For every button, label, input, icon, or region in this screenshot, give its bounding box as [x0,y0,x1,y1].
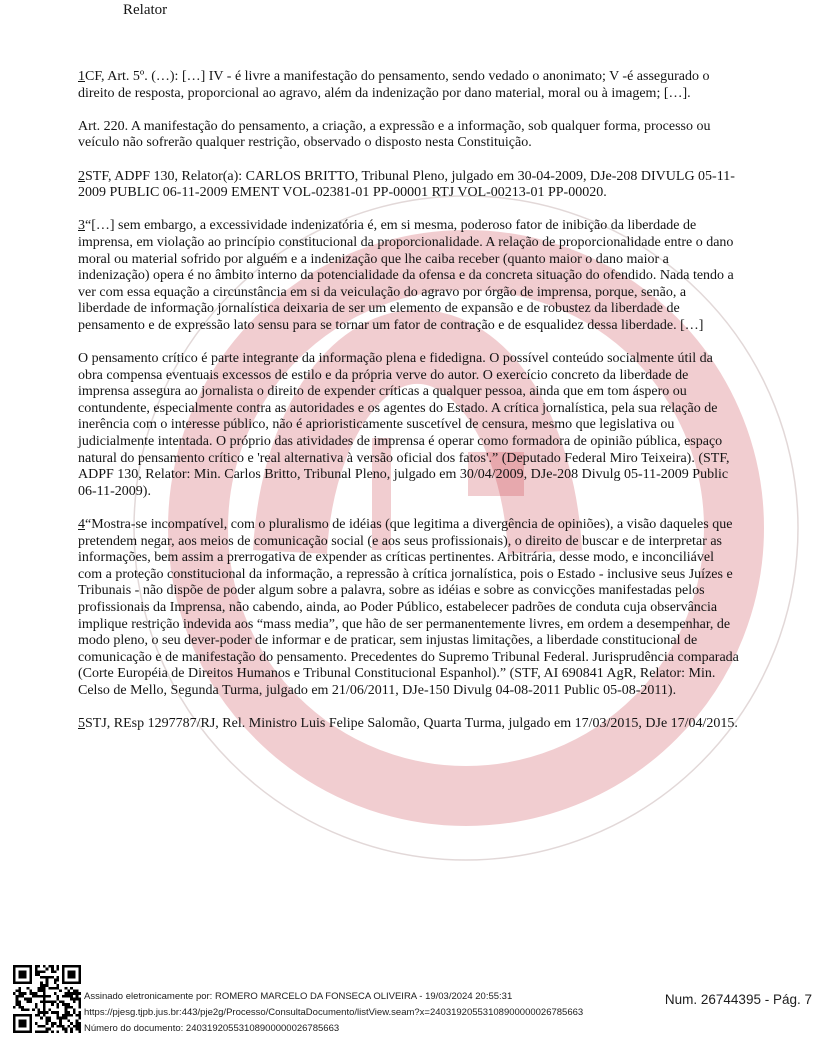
footnote-marker: 3 [78,218,85,234]
footnote-paragraph: 1CF, Art. 5º. (…): […] IV - é livre a manifestação do pensamento, sendo vedado o anonimato; V -é assegurado o direito de resposta, proporcional ao agravo, além da indenização por dano material, moral ou à imagem; […]. [78,69,710,101]
signature-line: Assinado eletronicamente por: ROMERO MARCELO DA FONSECA OLIVEIRA - 19/03/2024 20:55:31 [84,991,513,1002]
page-number-ref: Num. 26744395 - Pág. 7 [664,992,812,1007]
document-number-line: Número do documento: 24031920553108900000026785663 [84,1022,340,1034]
document-url-line: https://pjesg.tjpb.jus.br:443/pje2g/Processo/ConsultaDocumento/listView.seam?x=24031920553108900000026785663 [84,1006,584,1018]
footnote-paragraph: 5STJ, REsp 1297787/RJ, Rel. Ministro Luis Felipe Salomão, Quarta Turma, julgado em 17/03/2015, DJe 17/04/2015. [78,716,738,732]
footnote-paragraph: Art. 220. A manifestação do pensamento, a criação, a expressão e a informação, sob qualquer forma, processo ou veículo não sofrerão qualquer restrição, observado o disposto nesta Constituição. [78,118,711,151]
qr-code [13,965,81,1033]
footnote-marker: 5 [78,716,85,732]
signature-stamp [84,989,583,1037]
header-relator-label: Relator [123,2,168,18]
footnote-paragraph: 4“Mostra-se incompatível, com o pluralismo de idéias (que legitima a divergência de opiniões), a visão daqueles que pretendem negar, aos meios de comunicação social (e aos seus profissionais), o direito de buscar e de interpretar as informações, bem assim a prerrogativa de expender as críticas pertinentes. Arbitrária, desse modo, e inconciliável com a proteção constitucional da informação, a repressão à crítica jornalística, pois o Estado - inclusive seus Juízes e Tribunais - não dispõe de poder algum sobre a palavra, sobre as idéias e sobre as convicções manifestadas pelos profissionais da Imprensa, não cabendo, ainda, ao Poder Público, estabelecer padrões de conduta cuja observância implique restrição indevida aos “mass media”, que hão de ser permanentemente livres, em ordem a desempenhar, de modo pleno, o seu dever-poder de informar e de praticar, sem injustas limitações, a liberdade constitucional de comunicação e de manifestação do pensamento. Precedentes do Supremo Tribunal Federal. Jurisprudência comparada (Corte Européia de Direitos Humanos e Tribunal Constitucional Espanhol).” (STF, AI 690841 AgR, Relator: Min. Celso de Mello, Segunda Turma, julgado em 21/06/2011, DJe-150 Divulg 04-08-2011 Public 05-08-2011). [78,517,739,698]
footnote-marker: 4 [78,517,85,533]
footnote-marker: 2 [78,168,85,184]
footnotes-body [78,69,739,749]
footnote-paragraph: 3“[…] sem embargo, a excessividade indenizatória é, em si mesma, poderoso fator de inibição da liberdade de imprensa, em violação ao princípio constitucional da proporcionalidade. A relação de proporcionalidade entre o dano moral ou material sofrido por alguém e a indenização que lhe caiba receber (quanto maior o dano maior a indenização) opera é no âmbito interno da potencialidade da ofensa e da concreta situação do ofendido. Nada tendo a ver com essa equação a circunstância em si da veiculação do agravo por órgão de imprensa, porque, senão, a liberdade de informação jornalística deixaria de ser um elemento de expansão e de robustez da liberdade de pensamento e de expressão lato sensu para se tornar um fator de contração e de esqualidez dessa liberdade. […] [78,218,734,333]
footnote-marker: 1 [78,69,85,84]
footnote-paragraph: 2STF, ADPF 130, Relator(a): CARLOS BRITTO, Tribunal Pleno, julgado em 30-04-2009, DJe-208 DIVULG 05-11-2009 PUBLIC 06-11-2009 EMENT VOL-02381-01 PP-00001 RTJ VOL-00213-01 PP-00020. [78,168,735,201]
footnote-paragraph: O pensamento crítico é parte integrante da informação plena e fidedigna. O possível conteúdo socialmente útil da obra compensa eventuais excessos de estilo e da própria verve do autor. O exercício concreto da liberdade de imprensa assegura ao jornalista o direito de expender críticas a qualquer pessoa, ainda que em tom áspero ou contundente, especialmente contra as autoridades e os agentes do Estado. A crítica jornalística, pela sua relação de inerência com o interesse público, não é aprioristicamente suscetível de censura, mesmo que legislativa ou judicialmente intentada. O próprio das atividades de imprensa é operar como formadora de opinião pública, espaço natural do pensamento crítico e 'real alternativa à versão oficial dos fatos'.” (Deputado Federal Miro Teixeira). (STF, ADPF 130, Relator: Min. Carlos Britto, Tribunal Pleno, julgado em 30/04/2009, DJe-208 Divulg 05-11-2009 Public 06-11-2009). [78,351,730,499]
